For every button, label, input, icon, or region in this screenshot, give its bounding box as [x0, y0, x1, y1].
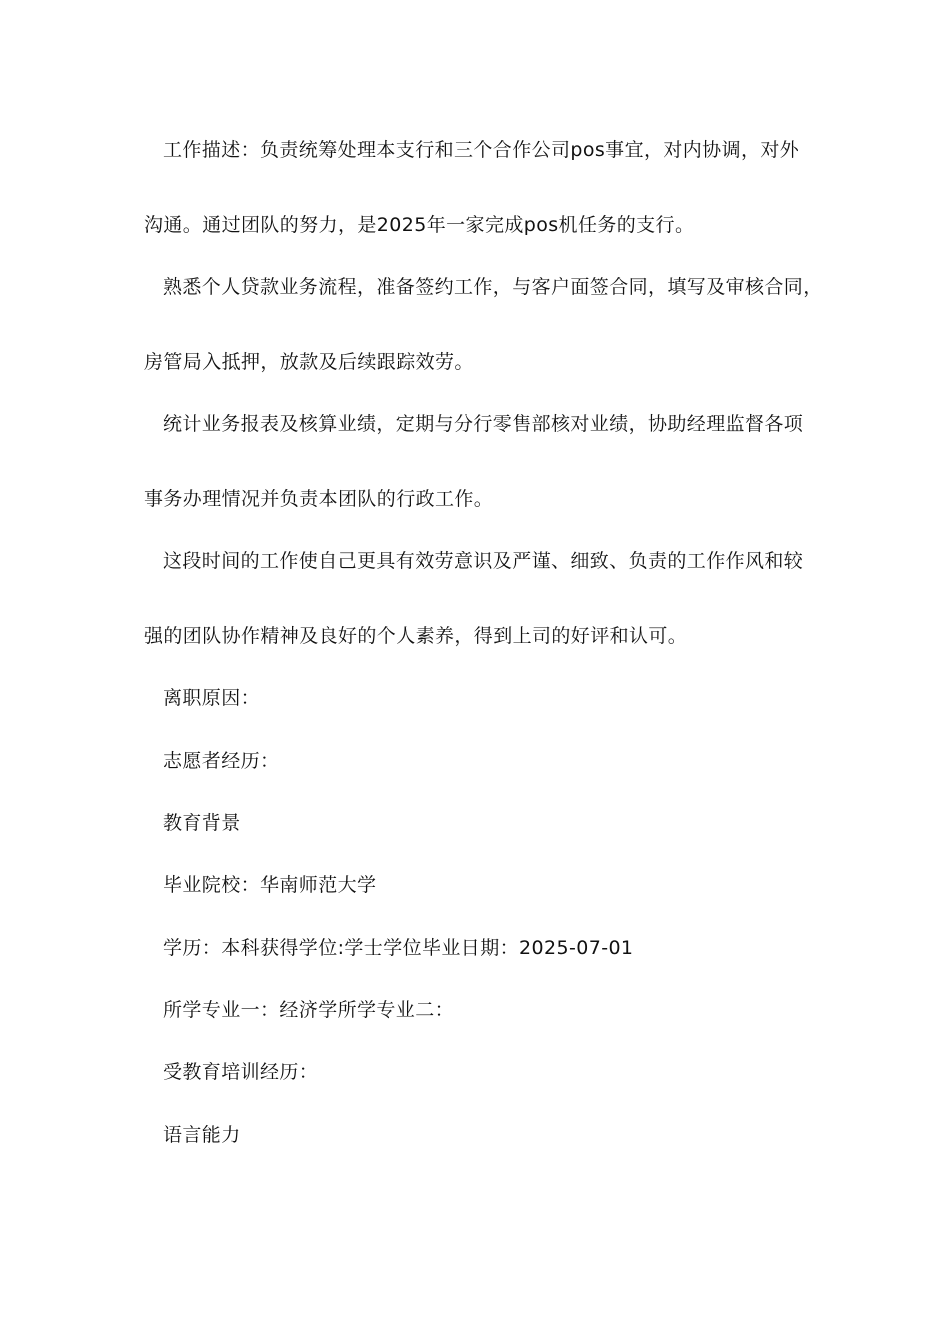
section-education-background: 教育背景 — [163, 812, 241, 834]
field-degree-and-graduation-date: 学历：本科获得学位:学士学位毕业日期：2025-07-01 — [163, 937, 634, 959]
field-graduate-school: 毕业院校：华南师范大学 — [163, 874, 377, 896]
paragraph-4-line-1: 这段时间的工作使自己更具有效劳意识及严谨、细致、负责的工作作风和较 — [163, 550, 804, 572]
field-volunteer-experience: 志愿者经历： — [163, 750, 280, 772]
paragraph-2-line-1: 熟悉个人贷款业务流程，准备签约工作，与客户面签合同，填写及审核合同， — [163, 276, 823, 298]
field-majors: 所学专业一：经济学所学专业二： — [163, 999, 455, 1021]
field-leave-reason: 离职原因： — [163, 687, 261, 709]
paragraph-2-line-2: 房管局入抵押，放款及后续跟踪效劳。 — [144, 351, 474, 373]
field-training-experience: 受教育培训经历： — [163, 1061, 319, 1083]
paragraph-3-line-2: 事务办理情况并负责本团队的行政工作。 — [144, 488, 494, 510]
paragraph-4-line-2: 强的团队协作精神及良好的个人素养，得到上司的好评和认可。 — [144, 625, 688, 647]
paragraph-1-line-2: 沟通。通过团队的努力，是2025年一家完成pos机任务的支行。 — [144, 214, 695, 236]
paragraph-1-line-1: 工作描述：负责统筹处理本支行和三个合作公司pos事宜，对内协调，对外 — [163, 139, 800, 161]
paragraph-3-line-1: 统计业务报表及核算业绩，定期与分行零售部核对业绩，协助经理监督各项 — [163, 413, 804, 435]
section-language-ability: 语言能力 — [163, 1124, 241, 1146]
